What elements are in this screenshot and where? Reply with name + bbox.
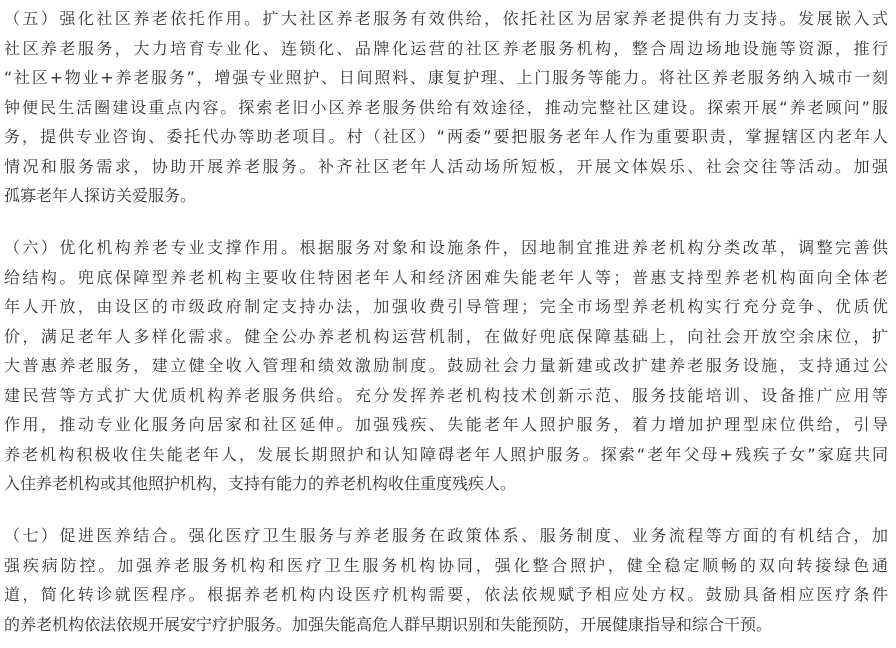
text-line: 情况和服务需求，协助开展养老服务。补齐社区老年人活动场所短板，开展文体娱乐、社会交往等活动。加强 [4, 156, 888, 176]
text-line: 社区养老服务，大力培育专业化、连锁化、品牌化运营的社区养老服务机构，整合周边场地设施等资源，推行 [4, 38, 888, 58]
text-line: （五）强化社区养老依托作用。扩大社区养老服务有效供给，依托社区为居家养老提供有力支持。发展嵌入式 [4, 9, 888, 28]
text-line: 钟便民生活圈建设重点内容。探索老旧小区养老服务供给有效途径，推动完整社区建设。探索开展“养老顾问”服 [4, 97, 888, 117]
text-line: “社区+物业+养老服务”，增强专业照护、日间照料、康复护理、上门服务等能力。将社区养老服务纳入城市一刻 [4, 68, 888, 87]
text-line: （六）优化机构养老专业支撑作用。根据服务对象和设施条件，因地制宜推进养老机构分类改革，调整完善供 [4, 238, 888, 257]
paragraph-medical-elderly-care [4, 521, 888, 639]
text-line: 价，满足老年人多样化需求。健全公办养老机构运营机制，在做好兜底保障基础上，向社会开放空余床位，扩 [4, 326, 888, 346]
paragraph-institutional-elderly-care [4, 233, 888, 499]
text-line: 的养老机构依法依规开展安宁疗护服务。加强失能高危人群早期识别和失能预防，开展健康指导和综合干预。 [4, 614, 773, 634]
text-line: 入住养老机构或其他照护机构，支持有能力的养老机构收住重度残疾人。 [4, 474, 517, 493]
text-line: 大普惠养老服务，建立健全收入管理和绩效激励制度。鼓励社会力量新建或改扩建养老服务设施，支持通过公 [4, 356, 888, 375]
text-line: 年人开放，由设区的市级政府制定支持办法，加强收费引导管理；完全市场型养老机构实行充分竞争、优质优 [4, 297, 888, 316]
text-line: 道，简化转诊就医程序。根据养老机构内设医疗机构需要，依法依规赋予相应处方权。鼓励具备相应医疗条件 [4, 585, 888, 604]
text-line: 给结构。兜底保障型养老机构主要收住特困老年人和经济困难失能老年人等；普惠支持型养老机构面向全体老 [4, 267, 888, 287]
paragraph-community-elderly-care [4, 4, 888, 211]
text-line: 养老机构积极收住失能老年人，发展长期照护和认知障碍老年人照护服务。探索“老年父母+残疾子女”家庭共同 [4, 444, 888, 464]
text-line: 强疾病防控。加强养老服务机构和医疗卫生服务机构协同，强化整合照护，健全稳定顺畅的双向转接绿色通 [4, 555, 888, 575]
text-line: （七）促进医养结合。强化医疗卫生服务与养老服务在政策体系、服务制度、业务流程等方面的有机结合，加 [4, 526, 888, 545]
text-line: 务，提供专业咨询、委托代办等助老项目。村（社区）“两委”要把服务老年人作为重要职责，掌握辖区内老年人 [4, 127, 888, 146]
text-line: 孤寡老年人探访关爱服务。 [4, 186, 197, 205]
text-line: 作用，推动专业化服务向居家和社区延伸。加强残疾、失能老年人照护服务，着力增加护理型床位供给，引导 [4, 415, 888, 434]
text-line: 建民营等方式扩大优质机构养老服务供给。充分发挥养老机构技术创新示范、服务技能培训、设备推广应用等 [4, 385, 888, 405]
